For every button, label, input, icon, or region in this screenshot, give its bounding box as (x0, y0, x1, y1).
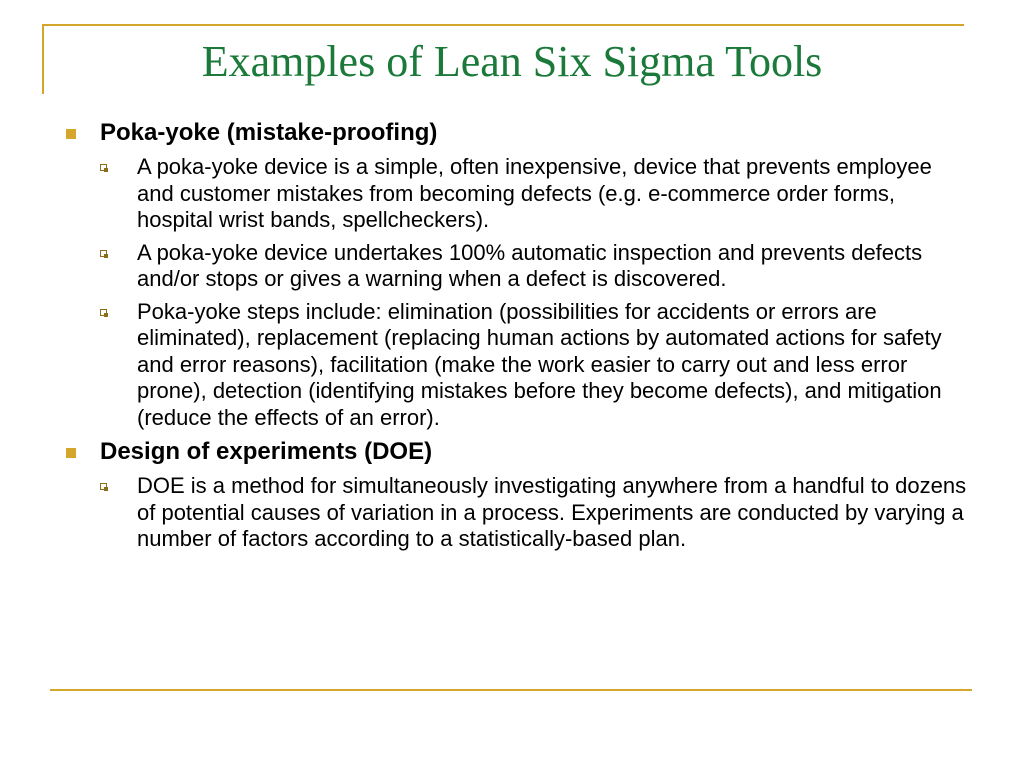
hollow-square-bullet-icon (100, 164, 107, 171)
subbullet-text: A poka-yoke device undertakes 100% automatic inspection and prevents defects and/or stops or gives a warning when a defect is discovered. (137, 239, 923, 291)
hollow-square-bullet-icon (100, 309, 107, 316)
hollow-square-bullet-icon (100, 250, 107, 257)
subbullet-item (64, 473, 974, 553)
square-bullet-icon (66, 448, 76, 458)
bullet-label: Poka-yoke (mistake-proofing) (100, 119, 438, 146)
square-bullet-icon (66, 129, 76, 139)
slide-frame-bottom-rule (50, 689, 972, 691)
slide-content (64, 118, 974, 559)
subbullet-text: A poka-yoke device is a simple, often inexpensive, device that prevents employee and customer mistakes from becoming defects (e.g. e-commerce order forms, hospital wrist bands, spellcheckers). (137, 154, 932, 232)
subbullet-item (64, 154, 974, 234)
slide-title: Examples of Lean Six Sigma Tools (201, 37, 823, 86)
bullet-doe (64, 437, 974, 467)
slide-frame-top-rule (42, 24, 964, 26)
subbullet-text: DOE is a method for simultaneously investigating anywhere from a handful to dozens of potential causes of variation in a process. Experiments are conducted by varying a number of factors according to a statistically-based plan. (137, 473, 967, 551)
subbullet-item (64, 240, 974, 293)
bullet-label: Design of experiments (DOE) (100, 438, 433, 465)
bullet-poka-yoke (64, 118, 974, 148)
hollow-square-bullet-icon (100, 483, 107, 490)
subbullet-text: Poka-yoke steps include: elimination (possibilities for accidents or errors are eliminated), replacement (replacing human actions by automated actions for safety and error reasons), facilitation (make the work easier to carry out and less error prone), detection (identifying mistakes before they become defects), and mitigation (reduce the effects of an error). (137, 298, 942, 430)
subbullet-item (64, 299, 974, 432)
